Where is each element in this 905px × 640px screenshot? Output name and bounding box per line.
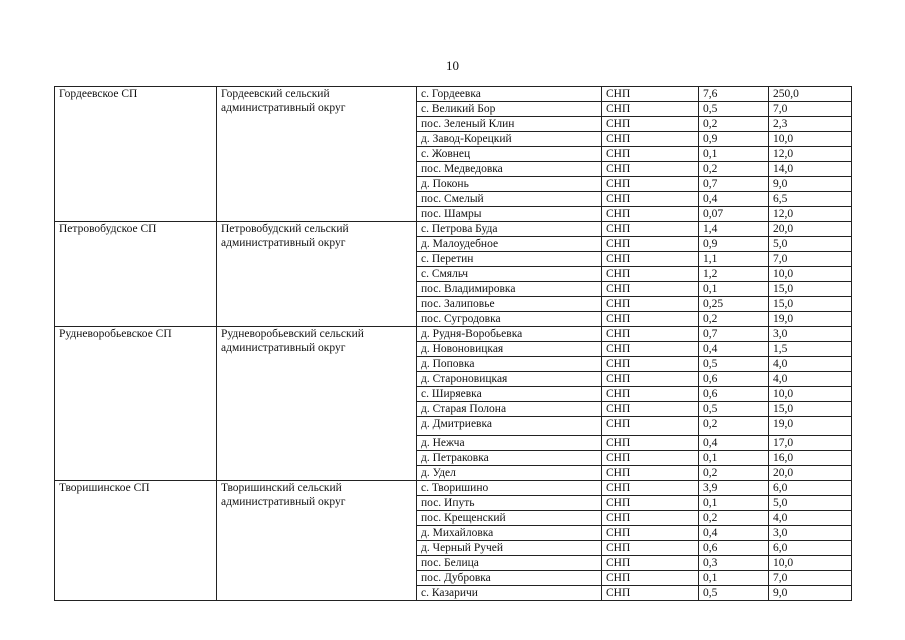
locality-cell: пос. Медведовка [417,162,602,177]
locality-cell: д. Рудня-Воробьевка [417,327,602,342]
page-number: 10 [446,58,459,73]
population-cell: 6,5 [769,192,852,207]
locality-cell: с. Казаричи [417,586,602,601]
area-cell: 1,2 [699,267,769,282]
locality-cell: пос. Зеленый Клин [417,117,602,132]
table-row [55,327,852,342]
population-cell: 12,0 [769,207,852,222]
area-cell: 0,2 [699,466,769,481]
population-cell: 7,0 [769,571,852,586]
type-cell: СНП [602,327,699,342]
population-cell: 14,0 [769,162,852,177]
area-cell: 0,4 [699,342,769,357]
population-cell: 9,0 [769,177,852,192]
area-cell: 0,3 [699,556,769,571]
type-cell: СНП [602,451,699,466]
table-row [55,481,852,496]
type-cell: СНП [602,586,699,601]
area-cell: 0,5 [699,102,769,117]
type-cell: СНП [602,102,699,117]
type-cell: СНП [602,87,699,102]
population-cell: 3,0 [769,327,852,342]
settlement-name-cell: Творишинское СП [55,481,217,601]
admin-okrug-cell: Гордеевский сельский административный округ [217,87,417,222]
area-cell: 0,7 [699,327,769,342]
type-cell: СНП [602,177,699,192]
area-cell: 0,6 [699,387,769,402]
type-cell: СНП [602,541,699,556]
area-cell: 0,6 [699,372,769,387]
type-cell: СНП [602,556,699,571]
locality-cell: д. Петраковка [417,451,602,466]
locality-cell: пос. Ипуть [417,496,602,511]
type-cell: СНП [602,237,699,252]
locality-cell: д. Староновицкая [417,372,602,387]
locality-cell: д. Михайловка [417,526,602,541]
locality-cell: пос. Шамры [417,207,602,222]
population-cell: 10,0 [769,267,852,282]
locality-cell: с. Ширяевка [417,387,602,402]
area-cell: 0,25 [699,297,769,312]
population-cell: 12,0 [769,147,852,162]
locality-cell: д. Нежча [417,436,602,451]
settlement-name-cell: Гордеевское СП [55,87,217,222]
population-cell: 7,0 [769,252,852,267]
type-cell: СНП [602,357,699,372]
population-cell: 10,0 [769,132,852,147]
population-cell: 17,0 [769,436,852,451]
locality-cell: пос. Сугродовка [417,312,602,327]
type-cell: СНП [602,132,699,147]
population-cell: 19,0 [769,312,852,327]
locality-cell: пос. Белица [417,556,602,571]
area-cell: 7,6 [699,87,769,102]
area-cell: 0,5 [699,586,769,601]
area-cell: 0,9 [699,132,769,147]
settlements-table [54,86,852,601]
area-cell: 0,7 [699,177,769,192]
locality-cell: д. Завод-Корецкий [417,132,602,147]
population-cell: 15,0 [769,402,852,417]
area-cell: 0,4 [699,526,769,541]
locality-cell: д. Удел [417,466,602,481]
locality-cell: с. Жовнец [417,147,602,162]
type-cell: СНП [602,342,699,357]
population-cell: 4,0 [769,372,852,387]
population-cell: 10,0 [769,556,852,571]
population-cell: 20,0 [769,222,852,237]
population-cell: 9,0 [769,586,852,601]
locality-cell: с. Перетин [417,252,602,267]
area-cell: 0,9 [699,237,769,252]
population-cell: 4,0 [769,511,852,526]
settlement-name-cell: Рудневоробьевское СП [55,327,217,481]
area-cell: 0,2 [699,511,769,526]
type-cell: СНП [602,526,699,541]
population-cell: 6,0 [769,541,852,556]
type-cell: СНП [602,297,699,312]
type-cell: СНП [602,436,699,451]
locality-cell: с. Петрова Буда [417,222,602,237]
settlement-name-cell: Петровобудское СП [55,222,217,327]
type-cell: СНП [602,117,699,132]
population-cell: 6,0 [769,481,852,496]
population-cell: 250,0 [769,87,852,102]
area-cell: 0,4 [699,436,769,451]
area-cell: 0,2 [699,117,769,132]
table-body [55,87,852,601]
area-cell: 0,1 [699,147,769,162]
area-cell: 0,1 [699,282,769,297]
locality-cell: пос. Крещенский [417,511,602,526]
area-cell: 0,1 [699,451,769,466]
population-cell: 4,0 [769,357,852,372]
locality-cell: д. Малоудебное [417,237,602,252]
area-cell: 0,1 [699,496,769,511]
area-cell: 3,9 [699,481,769,496]
admin-okrug-cell: Рудневоробьевский сельский административный округ [217,327,417,481]
type-cell: СНП [602,192,699,207]
area-cell: 0,2 [699,312,769,327]
type-cell: СНП [602,282,699,297]
population-cell: 3,0 [769,526,852,541]
locality-cell: д. Поконь [417,177,602,192]
population-cell: 16,0 [769,451,852,466]
table-row [55,222,852,237]
locality-cell: д. Черный Ручей [417,541,602,556]
area-cell: 0,5 [699,357,769,372]
admin-okrug-cell: Творишинский сельский административный округ [217,481,417,601]
type-cell: СНП [602,267,699,282]
population-cell: 15,0 [769,297,852,312]
locality-cell: пос. Смелый [417,192,602,207]
type-cell: СНП [602,222,699,237]
type-cell: СНП [602,147,699,162]
population-cell: 5,0 [769,496,852,511]
locality-cell: пос. Владимировка [417,282,602,297]
type-cell: СНП [602,402,699,417]
locality-cell: д. Старая Полона [417,402,602,417]
locality-cell: с. Творишино [417,481,602,496]
locality-cell: д. Дмитриевка [417,417,602,436]
type-cell: СНП [602,372,699,387]
area-cell: 0,07 [699,207,769,222]
type-cell: СНП [602,511,699,526]
type-cell: СНП [602,207,699,222]
locality-cell: с. Гордеевка [417,87,602,102]
area-cell: 0,2 [699,417,769,436]
locality-cell: пос. Залиповье [417,297,602,312]
locality-cell: пос. Дубровка [417,571,602,586]
population-cell: 5,0 [769,237,852,252]
locality-cell: д. Поповка [417,357,602,372]
population-cell: 2,3 [769,117,852,132]
type-cell: СНП [602,496,699,511]
table-row [55,87,852,102]
area-cell: 0,5 [699,402,769,417]
area-cell: 1,1 [699,252,769,267]
locality-cell: с. Смяльч [417,267,602,282]
type-cell: СНП [602,481,699,496]
admin-okrug-cell: Петровобудский сельский административный округ [217,222,417,327]
type-cell: СНП [602,417,699,436]
area-cell: 0,1 [699,571,769,586]
population-cell: 19,0 [769,417,852,436]
type-cell: СНП [602,387,699,402]
type-cell: СНП [602,466,699,481]
area-cell: 0,4 [699,192,769,207]
population-cell: 1,5 [769,342,852,357]
area-cell: 0,6 [699,541,769,556]
population-cell: 20,0 [769,466,852,481]
locality-cell: с. Великий Бор [417,102,602,117]
type-cell: СНП [602,571,699,586]
population-cell: 10,0 [769,387,852,402]
locality-cell: д. Новоновицкая [417,342,602,357]
type-cell: СНП [602,312,699,327]
type-cell: СНП [602,252,699,267]
population-cell: 15,0 [769,282,852,297]
area-cell: 0,2 [699,162,769,177]
population-cell: 7,0 [769,102,852,117]
type-cell: СНП [602,162,699,177]
area-cell: 1,4 [699,222,769,237]
